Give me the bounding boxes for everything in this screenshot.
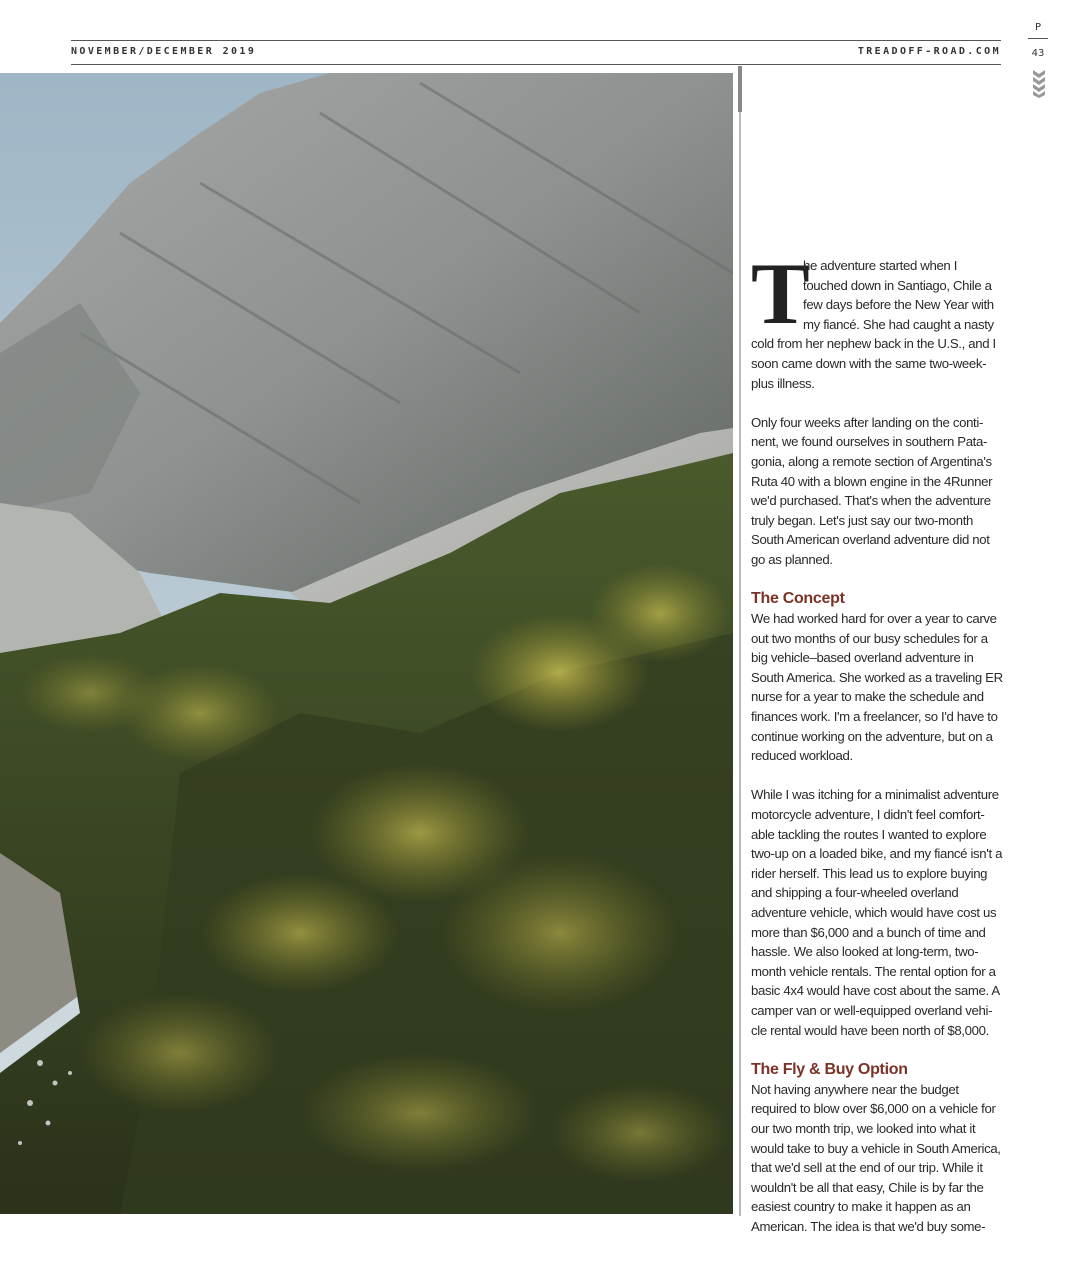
fly-buy-paragraph-1: Not having anywhere near the budget required to blow over $6,000 on a vehicle for our two month trip, we looked into what it would take to buy a vehicle in South America, that we'd sell at the end of our trip. While it wouldn't be all that easy, Chile is by far the easiest country to make it happen as an American. The idea is that we'd buy some-	[751, 1081, 1001, 1234]
paragraph-2: Only four weeks after landing on the conti-nent, we found ourselves in southern Pata-gonia, along a remote section of Argentina's Ruta 40 with a blown engine in the 4Runner we'd purchased. That's when the adventure truly began. Let's just say our two-month South American overland adventure did not go as planned.	[751, 414, 993, 567]
header-rule-bottom	[71, 64, 1001, 65]
article-body	[751, 246, 1003, 1256]
drop-cap: T	[751, 246, 810, 343]
column-divider-accent	[738, 66, 742, 112]
concept-paragraph-2: While I was itching for a minimalist adventure motorcycle adventure, I didn't feel comfort-able tackling the routes I wanted to explore two-up on a loaded bike, and my fiancé isn't a rider herself. This lead us to explore buying and shipping a four-wheeled overland adventure vehicle, which would have cost us more than $6,000 and a bunch of time and hassle. We also looked at long-term, two-month vehicle rentals. The rental option for a basic 4x4 would have cost about the same. A camper van or well-equipped overland vehi-cle rental would have been north of $8,000.	[751, 787, 1003, 1038]
header-rule-top	[71, 40, 1001, 41]
page-number: 43	[1031, 48, 1045, 59]
chevrons-down-icon	[1033, 70, 1045, 98]
intro-text: he adventure started when I touched down in Santiago, Chile a few days before the New Year with my fiancé. She had caught a nasty cold from her nephew back in the U.S., and I soon came down with the same two-week-plus illness.	[751, 258, 996, 391]
column-divider	[739, 66, 741, 1216]
website-url: TREADOFF-ROAD.COM	[857, 46, 1001, 57]
mountain-valley-photo	[0, 73, 733, 1214]
concept-paragraph-1: We had worked hard for over a year to carve out two months of our busy schedules for a big vehicle–based overland adventure in South America. She worked as a traveling ER nurse for a year to make the schedule and finances work. I'm a freelancer, so I'd have to continue working on the adventure, but on a reduced workload.	[751, 611, 1003, 764]
section-heading-concept: The Concept	[751, 590, 845, 608]
intro-paragraph	[751, 246, 1003, 393]
section-heading-fly-buy: The Fly & Buy Option	[751, 1060, 908, 1078]
page-tab-rule	[1028, 38, 1048, 39]
issue-date: NOVEMBER/DECEMBER 2019	[71, 46, 257, 57]
page-letter: P	[1034, 22, 1042, 33]
